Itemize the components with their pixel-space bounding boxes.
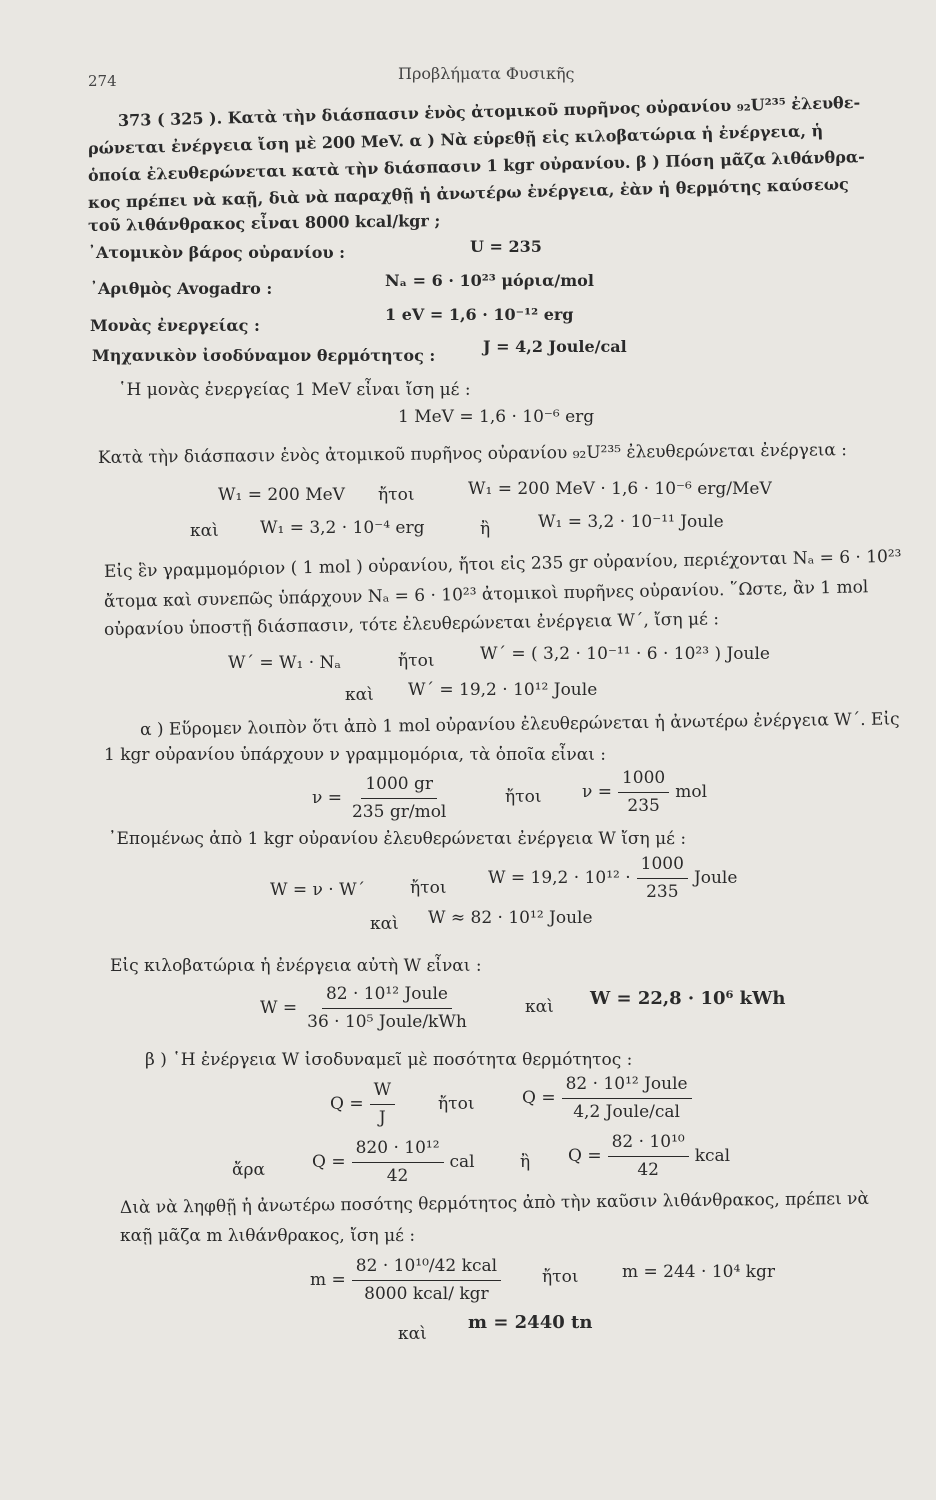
connector-word: καὶ [370,914,399,934]
given-label: Μηχανικὸν ἰσοδύναμον θερμότητος : [92,346,436,365]
solution-text: ἄτομα καὶ συνεπῶς ὑπάρχουν Nₐ = 6 · 10²³ ἀτομικοὶ πυρῆνες οὐρανίου. ῞Ωστε, ἂν 1 mol [103,577,869,612]
fraction [352,1254,501,1307]
fraction-denominator: 42 [386,1166,409,1186]
fraction-denominator: 235 [646,882,679,902]
connector-word: ἄρα [232,1160,265,1180]
equation: W₁ = 3,2 · 10⁻¹¹ Joule [538,512,724,532]
connector-word: καὶ [525,997,554,1017]
fraction-denominator: 235 gr/mol [351,802,447,822]
equation-lhs: Q = [568,1146,602,1166]
fraction [352,1136,444,1189]
page-number: 274 [88,72,117,90]
given-value: U = 235 [470,237,542,256]
fraction-numerator: 1000 [637,852,688,879]
equation: W΄ = 19,2 · 10¹² Joule [408,680,598,700]
equation-lhs: ν = [312,788,342,808]
given-label: ᾿Ατομικὸν βάρος οὐρανίου : [88,243,346,262]
solution-text: ᾿Επομένως ἀπὸ 1 kgr οὐρανίου ἐλευθερώνεται ἐνέργεια W ἴση μέ : [108,829,687,849]
equation: W = ν · W΄ [270,880,366,900]
equation-lhs: W = [260,998,298,1018]
equation-lhs: W = 19,2 · 10¹² · [488,868,631,888]
unit: Joule [693,868,738,888]
result-kwh: W = 22,8 · 10⁶ kWh [590,988,786,1009]
solution-text: β ) ῾Η ἐνέργεια W ἰσοδυναμεῖ μὲ ποσότητα θερμότητος : [145,1050,633,1070]
running-title: Προβλήματα Φυσικῆς [398,64,575,83]
equation-nu-simplified [582,766,707,819]
equation-lhs: Q = [312,1152,346,1172]
problem-line: ὁποία ἐλευθερώνεται κατὰ τὴν διάσπασιν 1 kgr οὐρανίου. β ) Πόση μᾶζα λιθάνθρα- [87,147,866,185]
connector-word: ἤτοι [505,787,542,807]
equation: W΄ = W₁ · Nₐ [228,653,341,673]
fraction-denominator: 36 · 10⁵ Joule/kWh [307,1012,467,1032]
fraction [370,1078,395,1131]
solution-text: Κατὰ τὴν διάσπασιν ἑνὸς ἀτομικοῦ πυρῆνος οὐρανίου ₉₂U²³⁵ ἐλευθερώνεται ἐνέργεια : [97,440,848,468]
equation: 1 MeV = 1,6 · 10⁻⁶ erg [398,407,595,427]
equation-lhs: Q = [330,1094,364,1114]
connector-word: καὶ [398,1324,427,1344]
fraction-numerator: 1000 gr [361,772,437,799]
equation-m [310,1254,507,1307]
fraction-numerator: W [370,1078,395,1105]
fraction-numerator: 1000 [618,766,669,793]
equation: W ≈ 82 · 10¹² Joule [428,908,593,928]
solution-text: ῾Η μονὰς ἐνεργείας 1 MeV εἶναι ἴση μέ : [118,380,471,400]
fraction-numerator: 820 · 10¹² [352,1136,444,1163]
given-value: Nₐ = 6 · 10²³ μόρια/mol [385,271,594,290]
equation-q4 [568,1130,730,1183]
result-mass: m = 2440 tn [468,1312,593,1333]
fraction [637,852,688,905]
fraction-numerator: 82 · 10¹⁰ [608,1130,689,1157]
given-label: Μονὰς ἐνεργείας : [90,316,260,335]
unit: mol [675,782,708,802]
connector-word: ἤτοι [398,651,435,671]
problem-line: κος πρέπει νὰ καῇ, διὰ νὰ παραχθῇ ἡ ἀνωτέρω ἐνέργεια, ἐὰν ἡ θερμότης καύσεως [87,174,849,212]
fraction [348,772,450,825]
fraction-numerator: 82 · 10¹² Joule [322,982,452,1009]
equation-q [330,1078,401,1131]
solution-text: 1 kgr οὐρανίου ὑπάρχουν ν γραμμομόρια, τὰ ὁποῖα εἶναι : [104,745,607,765]
equation: W₁ = 200 MeV · 1,6 · 10⁻⁶ erg/MeV [468,479,772,499]
given-value: 1 eV = 1,6 · 10⁻¹² erg [385,305,574,324]
fraction-denominator: 4,2 Joule/cal [573,1102,680,1122]
solution-text: καῇ μᾶζα m λιθάνθρακος, ἴση μέ : [120,1226,416,1246]
equation-lhs: m = [310,1270,346,1290]
fraction-denominator: J [378,1108,386,1128]
connector-word: ἢ [520,1152,531,1172]
equation-lhs: ν = [582,782,612,802]
fraction [618,766,669,819]
equation-kwh [260,982,477,1035]
equation-q3 [312,1136,475,1189]
connector-word: ἤτοι [378,485,415,505]
equation: m = 244 · 10⁴ kgr [622,1262,775,1282]
connector-word: ἤτοι [438,1094,475,1114]
solution-text: οὐρανίου ὑποστῇ διάσπασιν, τότε ἐλευθερώνεται ἐνέργεια W΄, ἴση μέ : [103,609,720,640]
fraction-denominator: 8000 kcal/ kgr [364,1284,489,1304]
connector-word: ἤτοι [410,878,447,898]
fraction-denominator: 42 [637,1160,659,1180]
connector-word: καὶ [345,685,374,705]
equation-nu [312,772,456,825]
given-label: ᾿Αριθμὸς Avogadro : [90,279,273,298]
fraction-numerator: 82 · 10¹² Joule [562,1072,692,1099]
equation: W₁ = 200 MeV [218,485,345,505]
equation: W΄ = ( 3,2 · 10⁻¹¹ · 6 · 10²³ ) Joule [480,644,770,664]
fraction [562,1072,692,1125]
fraction-numerator: 82 · 10¹⁰/42 kcal [352,1254,501,1281]
connector-word: καὶ [190,521,219,541]
unit: kcal [694,1146,731,1166]
equation-w [488,852,737,905]
given-value: J = 4,2 Joule/cal [483,337,627,356]
solution-text: Διὰ νὰ ληφθῇ ἡ ἀνωτέρω ποσότης θερμότητος ἀπὸ τὴν καῦσιν λιθάνθρακος, πρέπει νὰ [119,1188,870,1218]
connector-word: ἢ [480,519,491,539]
equation-q2 [522,1072,698,1125]
problem-line: 373 ( 325 ). Κατὰ τὴν διάσπασιν ἑνὸς ἀτομικοῦ πυρῆνος οὐρανίου ₉₂U²³⁵ ἐλευθε- [117,92,861,130]
fraction [608,1130,689,1183]
solution-text: α ) Εὕρομεν λοιπὸν ὅτι ἀπὸ 1 mol οὐρανίου ἐλευθερώνεται ἡ ἀνωτέρω ἐνέργεια W΄. Εἰς [139,709,900,740]
unit: cal [449,1152,475,1172]
problem-line: ρώνεται ἐνέργεια ἴση μὲ 200 MeV. α ) Νὰ εὑρεθῇ εἰς κιλοβατώρια ἡ ἐνέργεια, ἡ [87,121,824,158]
equation-lhs: Q = [522,1088,556,1108]
equation: W₁ = 3,2 · 10⁻⁴ erg [260,518,425,538]
fraction [303,982,471,1035]
fraction-denominator: 235 [627,796,660,816]
connector-word: ἤτοι [542,1267,579,1287]
solution-text: Εἰς ἓν γραμμομόριον ( 1 mol ) οὐρανίου, ἤτοι εἰς 235 gr οὐρανίου, περιέχονται Nₐ = 6 · 10²³ [103,546,902,582]
problem-line: τοῦ λιθάνθρακος εἶναι 8000 kcal/kgr ; [87,211,441,235]
solution-text: Εἰς κιλοβατώρια ἡ ἐνέργεια αὐτὴ W εἶναι : [110,956,482,976]
